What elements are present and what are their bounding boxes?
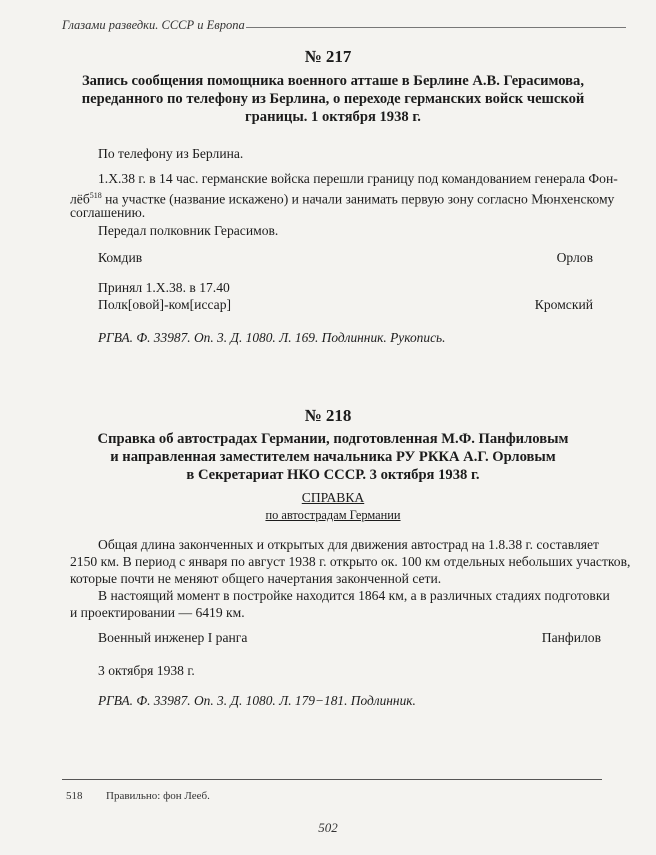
footnote-number: 518 bbox=[66, 790, 83, 802]
doc-218-number: № 218 bbox=[304, 406, 352, 425]
doc-217-received: Принял 1.Х.38. в 17.40 bbox=[98, 280, 230, 295]
footnote-ref-518: 518 bbox=[89, 191, 102, 200]
doc-217-receiver-name: Кромский bbox=[534, 297, 593, 312]
running-head: Глазами разведки. СССР и Европа bbox=[62, 18, 245, 32]
doc-217-body-line2-post: на участке (название искажено) и начали занимать первую зону согласно Мюнхенскому bbox=[101, 191, 615, 207]
doc-217-receiver-rank: Полк[овой]-ком[иссар] bbox=[98, 297, 232, 312]
footnote-rule bbox=[62, 779, 602, 780]
header-rule bbox=[246, 27, 626, 28]
doc-218-title-line3: в Секретариат НКО СССР. 3 октября 1938 г. bbox=[186, 467, 480, 483]
doc-217-title: Запись сообщения помощника военного атташе в Берлине А.В. Герасимова, переданного по телефону из Берлина, о переходе германских войск чешской границы. 1 октября 1938 г. bbox=[81, 73, 585, 125]
doc-217-signer-name: Орлов bbox=[556, 250, 593, 265]
doc-217-number: № 217 bbox=[304, 47, 352, 66]
doc-217-source: РГВА. Ф. 33987. Оп. 3. Д. 1080. Л. 169. Подлинник. Рукопись. bbox=[98, 330, 446, 345]
doc-217-transmitted: Передал полковник Герасимов. bbox=[98, 223, 279, 238]
spravka-heading bbox=[0, 490, 656, 506]
doc-217-signer-rank: Комдив bbox=[98, 250, 143, 265]
doc-217-body-line2-pre: лёб bbox=[70, 191, 90, 207]
doc-218-para1-line3: которые почти не меняют общего начертания законченной сети. bbox=[70, 571, 442, 586]
doc-218-source: РГВА. Ф. 33987. Оп. 3. Д. 1080. Л. 179−181. Подлинник. bbox=[98, 693, 416, 708]
doc-217-body-line1: 1.Х.38 г. в 14 час. германские войска перешли границу под командованием генерала Фон- bbox=[98, 171, 618, 186]
doc-218-date: 3 октября 1938 г. bbox=[98, 663, 195, 678]
doc-218-title-line2: и направленная заместителем начальника РУ РККА А.Г. Орловым bbox=[110, 449, 556, 465]
doc-217-body-line2 bbox=[70, 188, 614, 208]
doc-218-signer-rank: Военный инженер I ранга bbox=[98, 630, 248, 645]
doc-217-body-line3: соглашению. bbox=[70, 205, 146, 220]
spravka-subheading-text: по автострадам Германии bbox=[265, 508, 401, 522]
doc-218-para2-line1: В настоящий момент в постройке находится 1864 км, а в различных стадиях подготовки bbox=[98, 588, 610, 603]
doc-218-signer-name: Панфилов bbox=[541, 630, 601, 645]
doc-218-para1-line1: Общая длина законченных и открытых для движения автострад на 1.8.38 г. составляет bbox=[98, 537, 599, 552]
footnote-text: Правильно: фон Лееб. bbox=[106, 790, 210, 802]
spravka-subheading bbox=[0, 508, 656, 523]
footnote bbox=[66, 790, 210, 802]
doc-218-para2-line2: и проектировании — 6419 км. bbox=[70, 605, 245, 620]
doc-218-title-line1: Справка об автострадах Германии, подготовленная М.Ф. Панфиловым bbox=[97, 431, 569, 447]
doc-218-para1-line2: 2150 км. В период с января по август 1938 г. открыто ок. 100 км отдельных небольших участков, bbox=[70, 554, 631, 569]
page-number: 502 bbox=[318, 820, 338, 835]
doc-217-intro: По телефону из Берлина. bbox=[98, 146, 244, 161]
spravka-heading-text: СПРАВКА bbox=[301, 490, 365, 505]
